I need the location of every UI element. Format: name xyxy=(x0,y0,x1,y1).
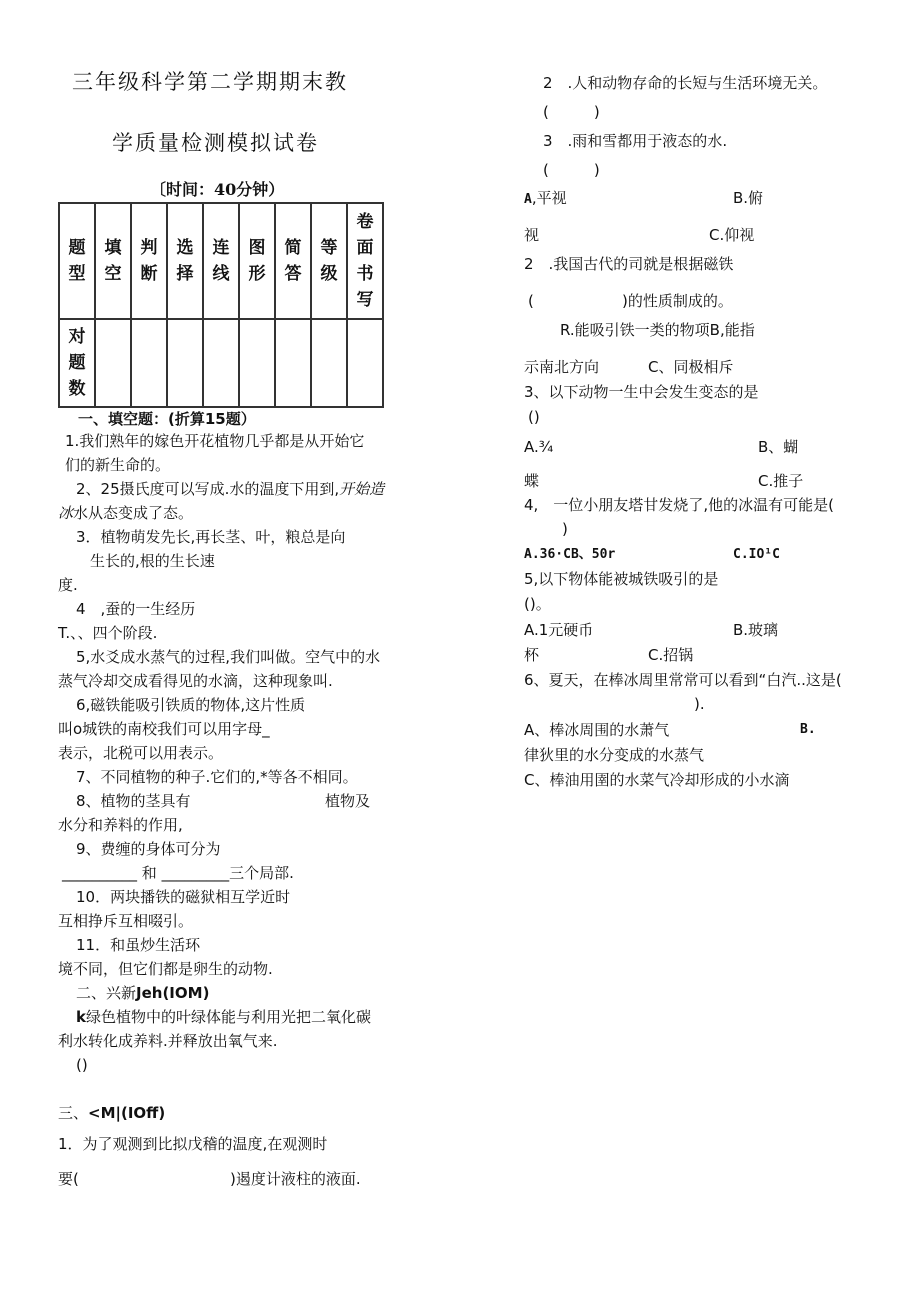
score-cell[interactable] xyxy=(347,319,383,407)
score-cell[interactable] xyxy=(203,319,239,407)
score-table-header: 填空 xyxy=(95,203,131,319)
judge-q1-line-b: 利水转化成养料.并释放出氧气来. xyxy=(58,1032,278,1050)
q10-line-b: 互相挣斥互相啜引。 xyxy=(58,912,194,930)
choice-q4-line-b: ) xyxy=(562,520,568,538)
score-table-header: 判断 xyxy=(131,203,167,319)
score-cell[interactable] xyxy=(239,319,275,407)
q6-line-a: 6,磁铁能吸引铁质的物体,这片性质 xyxy=(76,696,306,714)
choice-q1-option-b-cont: 视 xyxy=(524,226,540,244)
score-table-header-row xyxy=(59,203,383,319)
q4-line-a: 4 ,蚕的一生经历 xyxy=(76,600,196,618)
q8-line-a-right: 植物及 xyxy=(325,792,371,810)
score-table-header: 题型 xyxy=(59,203,95,319)
score-cell[interactable] xyxy=(275,319,311,407)
choice-q2-line-a: 2 .我国古代的司就是根据磁铁 xyxy=(524,255,734,273)
choice-q2-line-c: R.能吸引铁一类的物项B,能指 xyxy=(560,321,755,339)
choice-q1-option-b: B.俯 xyxy=(733,189,764,207)
section-2-heading: 二、兴新Jeh(IOM) xyxy=(76,984,210,1002)
choice-q5-option-b-cont: 杯 xyxy=(524,646,540,664)
q8-line-b: 水分和养料的作用, xyxy=(58,816,183,834)
q6-line-b: 叫o城铁的南校我们可以用字母_ xyxy=(58,720,270,738)
title-line-2: 学质量检测模拟试卷 xyxy=(112,131,319,155)
choice-q3-line-b: () xyxy=(528,408,540,426)
choice-q3-line-a: 3、以下动物一生中会发生变态的是 xyxy=(524,383,759,401)
q5-line-b: 蒸气冷却交成看得见的水滴，这种现象叫. xyxy=(58,672,333,690)
choice-q2-line-d-right: C、同极相斥 xyxy=(648,358,734,376)
q3-line-a: 3．植物萌发先长,再长茎、叶，粮总是向 xyxy=(76,528,346,546)
judge-q2-line-a: 2 .人和动物存命的长短与生活环境无关。 xyxy=(543,74,828,92)
q3-line-c: 度. xyxy=(58,576,78,594)
q4-line-b: T.、、四个阶段. xyxy=(58,624,158,642)
q2-line-b: 冰水从态变成了态。 xyxy=(58,504,194,522)
choice-q6-line-a: 6、夏天，在棒冰周里常常可以看到“白汽..这是( xyxy=(524,671,842,689)
choice-q1-option-c: C.仰视 xyxy=(709,226,755,244)
choice-q6-line-b: ). xyxy=(694,695,705,713)
score-table-header: 等级 xyxy=(311,203,347,319)
option-letter: A xyxy=(524,192,532,207)
q1-line-b: 们的新生命的。 xyxy=(65,456,171,474)
choice-q6-option-b: B. xyxy=(800,722,816,737)
score-cell[interactable] xyxy=(311,319,347,407)
score-cell[interactable] xyxy=(131,319,167,407)
score-table-header: 卷面书写 xyxy=(347,203,383,319)
choice-q5-line-a: 5,以下物体能被城铁吸引的是 xyxy=(524,570,719,588)
judge-q1-answer-bracket[interactable]: () xyxy=(76,1056,88,1074)
score-table-header: 选择 xyxy=(167,203,203,319)
choice-q5-option-c: C.招锅 xyxy=(648,646,694,664)
choice-q4-line-a: 4, 一位小朋友塔甘发烧了,他的冰温有可能是( xyxy=(524,496,834,514)
choice-q3-option-c: C.推子 xyxy=(758,472,804,490)
choice-q4-option-c: C.IO¹C xyxy=(733,547,780,562)
q2-line-a: 2、25摄氏度可以写成.水的温度下用到,开始造 xyxy=(76,480,385,498)
q10-line-a: 10．两块播铁的磁狱相互学近时 xyxy=(76,888,291,906)
time-note: 〔时间：40分钟） xyxy=(150,180,285,199)
score-table-header: 图形 xyxy=(239,203,275,319)
score-cell[interactable] xyxy=(167,319,203,407)
choice-q6-option-b-cont: 律狄里的水分变成的水蒸气 xyxy=(524,746,705,764)
score-table-header: 连线 xyxy=(203,203,239,319)
choice-q5-option-a: A.1元硬币 xyxy=(524,621,594,639)
q9-line-b: __________ 和 _________三个局部. xyxy=(62,864,294,882)
section-3-heading: 三、<M|(IOff) xyxy=(58,1104,166,1122)
judge-q2-answer-bracket[interactable]: ( ) xyxy=(543,103,600,121)
choice-q5-option-b: B.玻璃 xyxy=(733,621,779,639)
choice-q1-line-a: 1．为了观测到比拟戊稽的温度,在观测时 xyxy=(58,1135,328,1153)
q7-line: 7、不同植物的种子.它们的,*等各不相同。 xyxy=(76,768,358,786)
choice-q1-line-b-right: )遏度计液柱的液面. xyxy=(230,1170,361,1188)
choice-q1-line-b-left: 要( xyxy=(58,1170,79,1188)
q11-line-a: 11．和虽炒生活环 xyxy=(76,936,201,954)
q8-line-a: 8、植物的茎具有 xyxy=(76,792,191,810)
choice-q4-option-ab: A.36·CB、50r xyxy=(524,547,616,562)
choice-q2-line-b-right: )的性质制成的。 xyxy=(622,292,733,310)
score-cell[interactable] xyxy=(95,319,131,407)
judge-q3-line-a: 3 .雨和雪都用于液态的水. xyxy=(543,132,728,150)
q1-line-a: 1.我们熟年的嫁色开花植物几乎都是从开始它 xyxy=(65,432,365,450)
q9-line-a: 9、费缠的身体可分为 xyxy=(76,840,221,858)
judge-q1-line-a: k绿色植物中的叶绿体能与利用光把二氧化碳 xyxy=(76,1008,371,1026)
q5-line-a: 5,水爻成水蒸气的过程,我们叫做。空气中的水 xyxy=(76,648,381,666)
score-table-row-label: 对题数 xyxy=(59,319,95,407)
choice-q1-option-a xyxy=(524,188,567,210)
option-text: ,平视 xyxy=(531,189,567,207)
q11-line-b: 境不同，但它们都是卵生的动物. xyxy=(58,960,273,978)
score-table-score-row xyxy=(59,319,383,407)
choice-q5-line-b: ()。 xyxy=(524,595,551,613)
score-table xyxy=(58,202,384,408)
q6-line-c: 表示，北税可以用表示。 xyxy=(58,744,224,762)
choice-q6-option-a: A、棒冰周围的水萧气 xyxy=(524,721,670,739)
choice-q3-option-a: A.¾ xyxy=(524,438,554,456)
section-1-heading: 一、填空题：(折算15题） xyxy=(78,410,256,428)
judge-q3-answer-bracket[interactable]: ( ) xyxy=(543,161,600,179)
choice-q3-option-b-cont: 蝶 xyxy=(524,472,540,490)
choice-q2-line-b-left: ( xyxy=(528,292,534,310)
choice-q2-line-d-left: 示南北方向 xyxy=(524,358,600,376)
choice-q6-option-c: C、棒油用圉的水菜气冷却形成的小水滴 xyxy=(524,771,790,789)
score-table-header: 简答 xyxy=(275,203,311,319)
q3-line-b: 生长的,根的生长速 xyxy=(90,552,215,570)
title-line-1: 三年级科学第二学期期末教 xyxy=(72,70,348,94)
choice-q3-option-b: B、蝴 xyxy=(758,438,799,456)
